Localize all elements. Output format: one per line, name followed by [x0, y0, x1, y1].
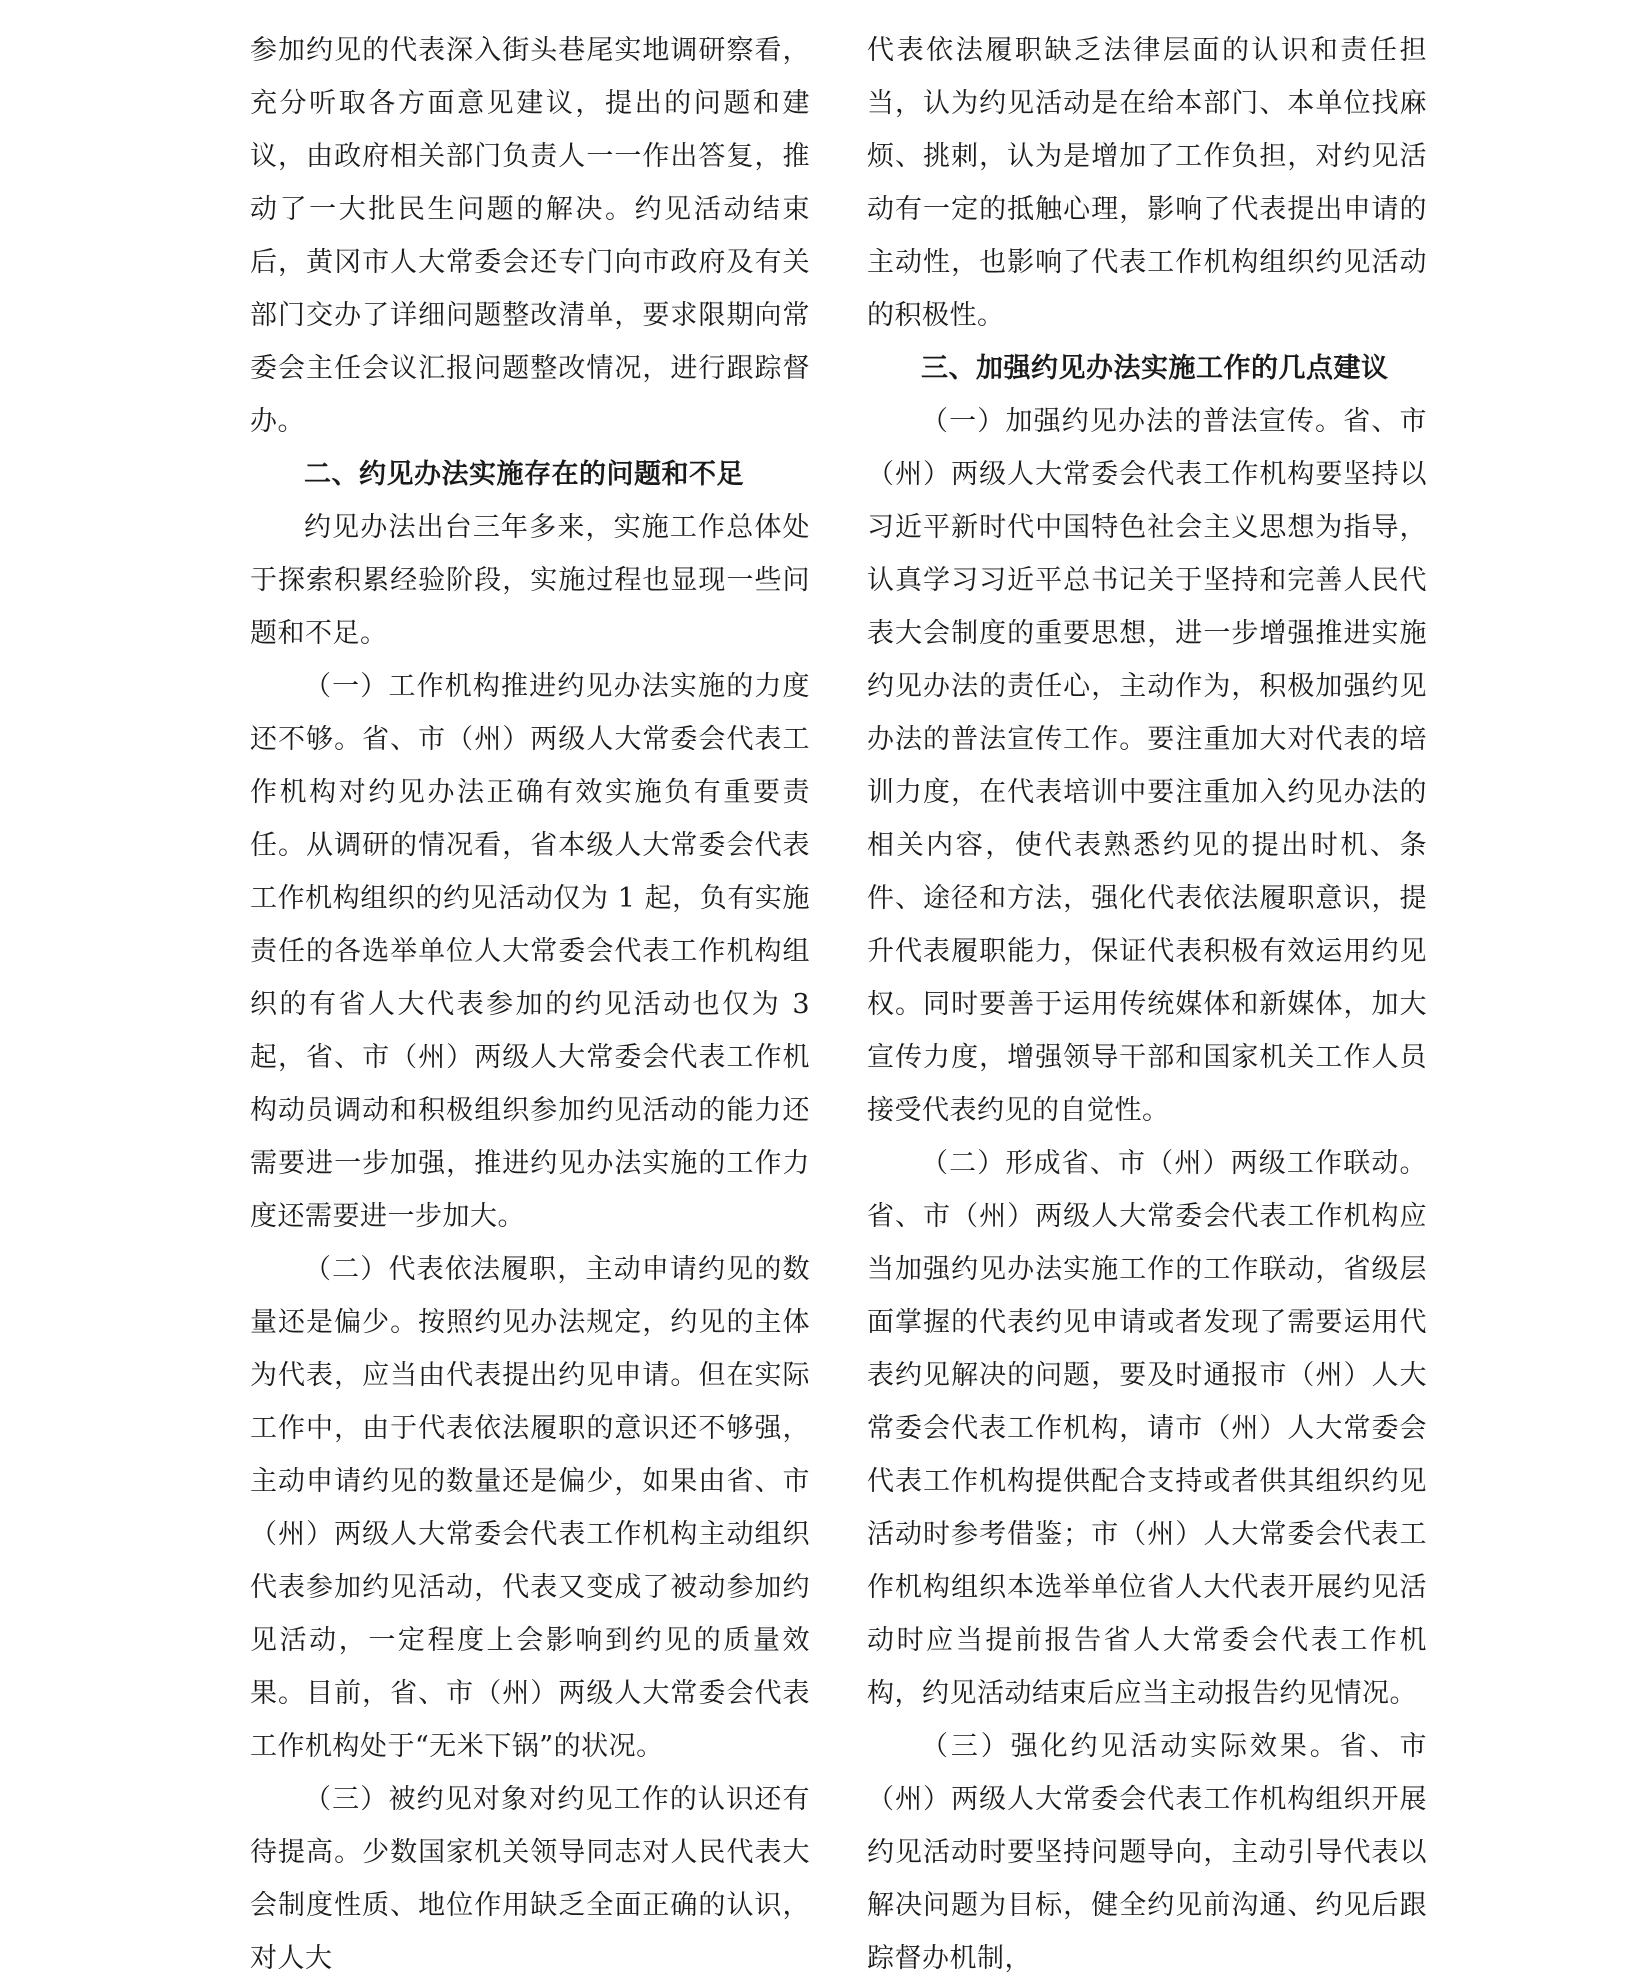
paragraph-continued: 参加约见的代表深入街头巷尾实地调研察看，充分听取各方面意见建议，提出的问题和建议，由政府相关部门负责人一一作出答复，推动了一大批民生问题的解决。约见活动结束后，黄冈市人大常委会还专门向市政府及有关部门交办了详细问题整改清单，要求限期向常委会主任会议汇报问题整改情况，进行跟踪督办。 [250, 35, 810, 437]
paragraph-suggestion-1: （一）加强约见办法的普法宣传。省、市（州）两级人大常委会代表工作机构要坚持以习近平新时代中国特色社会主义思想为指导，认真学习习近平总书记关于坚持和完善人民代表大会制度的重要思想，进一步增强推进实施约见办法的责任心，主动作为，积极加强约见办法的普法宣传工作。要注重加大对代表的培训力度，在代表培训中要注重加入约见办法的相关内容，使代表熟悉约见的提出时机、条件、途径和方法，强化代表依法履职意识，提升代表履职能力，保证代表积极有效运用约见权。同时要善于运用传统媒体和新媒体，加大宣传力度，增强领导干部和国家机关工作人员接受代表约见的自觉性。 [867, 406, 1427, 1126]
section-heading-3: 三、加强约见办法实施工作的几点建议 [921, 353, 1389, 384]
right-column [867, 24, 1427, 1985]
paragraph-item-2: （二）代表依法履职，主动申请约见的数量还是偏少。按照约见办法规定，约见的主体为代表，应当由代表提出约见申请。但在实际工作中，由于代表依法履职的意识还不够强，主动申请约见的数量还是偏少，如果由省、市（州）两级人大常委会代表工作机构主动组织代表参加约见活动，代表又变成了被动参加约见活动，一定程度上会影响到约见的质量效果。目前，省、市（州）两级人大常委会代表工作机构处于“无米下锅”的状况。 [250, 1254, 810, 1762]
paragraph-item-1: （一）工作机构推进约见办法实施的力度还不够。省、市（州）两级人大常委会代表工作机构对约见办法正确有效实施负有重要责任。从调研的情况看，省本级人大常委会代表工作机构组织的约见活动仅为 1 起，负有实施责任的各选举单位人大常委会代表工作机构组织的有省人大代表参加的约见活动也仅为 3 起，省、市（州）两级人大常委会代表工作机构动员调动和积极组织参加约见活动的能力还需要进一步加强，推进约见办法实施的工作力度还需要进一步加大。 [250, 671, 810, 1232]
section-heading-2: 二、约见办法实施存在的问题和不足 [304, 459, 744, 490]
left-column [250, 24, 810, 1985]
paragraph-continued: 代表依法履职缺乏法律层面的认识和责任担当，认为约见活动是在给本部门、本单位找麻烦、挑刺，认为是增加了工作负担，对约见活动有一定的抵触心理，影响了代表提出申请的主动性，也影响了代表工作机构组织约见活动的积极性。 [867, 35, 1427, 331]
paragraph-item-3: （三）被约见对象对约见工作的认识还有待提高。少数国家机关领导同志对人民代表大会制度性质、地位作用缺乏全面正确的认识，对人大 [250, 1784, 810, 1974]
paragraph-intro: 约见办法出台三年多来，实施工作总体处于探索积累经验阶段，实施过程也显现一些问题和不足。 [250, 512, 810, 649]
paragraph-suggestion-2: （二）形成省、市（州）两级工作联动。省、市（州）两级人大常委会代表工作机构应当加强约见办法实施工作的工作联动，省级层面掌握的代表约见申请或者发现了需要运用代表约见解决的问题，要及时通报市（州）人大常委会代表工作机构，请市（州）人大常委会代表工作机构提供配合支持或者供其组织约见活动时参考借鉴；市（州）人大常委会代表工作机构组织本选举单位省人大代表开展约见活动时应当提前报告省人大常委会代表工作机构，约见活动结束后应当主动报告约见情况。 [867, 1148, 1427, 1709]
paragraph-suggestion-3: （三）强化约见活动实际效果。省、市（州）两级人大常委会代表工作机构组织开展约见活动时要坚持问题导向，主动引导代表以解决问题为目标，健全约见前沟通、约见后跟踪督办机制， [867, 1731, 1427, 1974]
